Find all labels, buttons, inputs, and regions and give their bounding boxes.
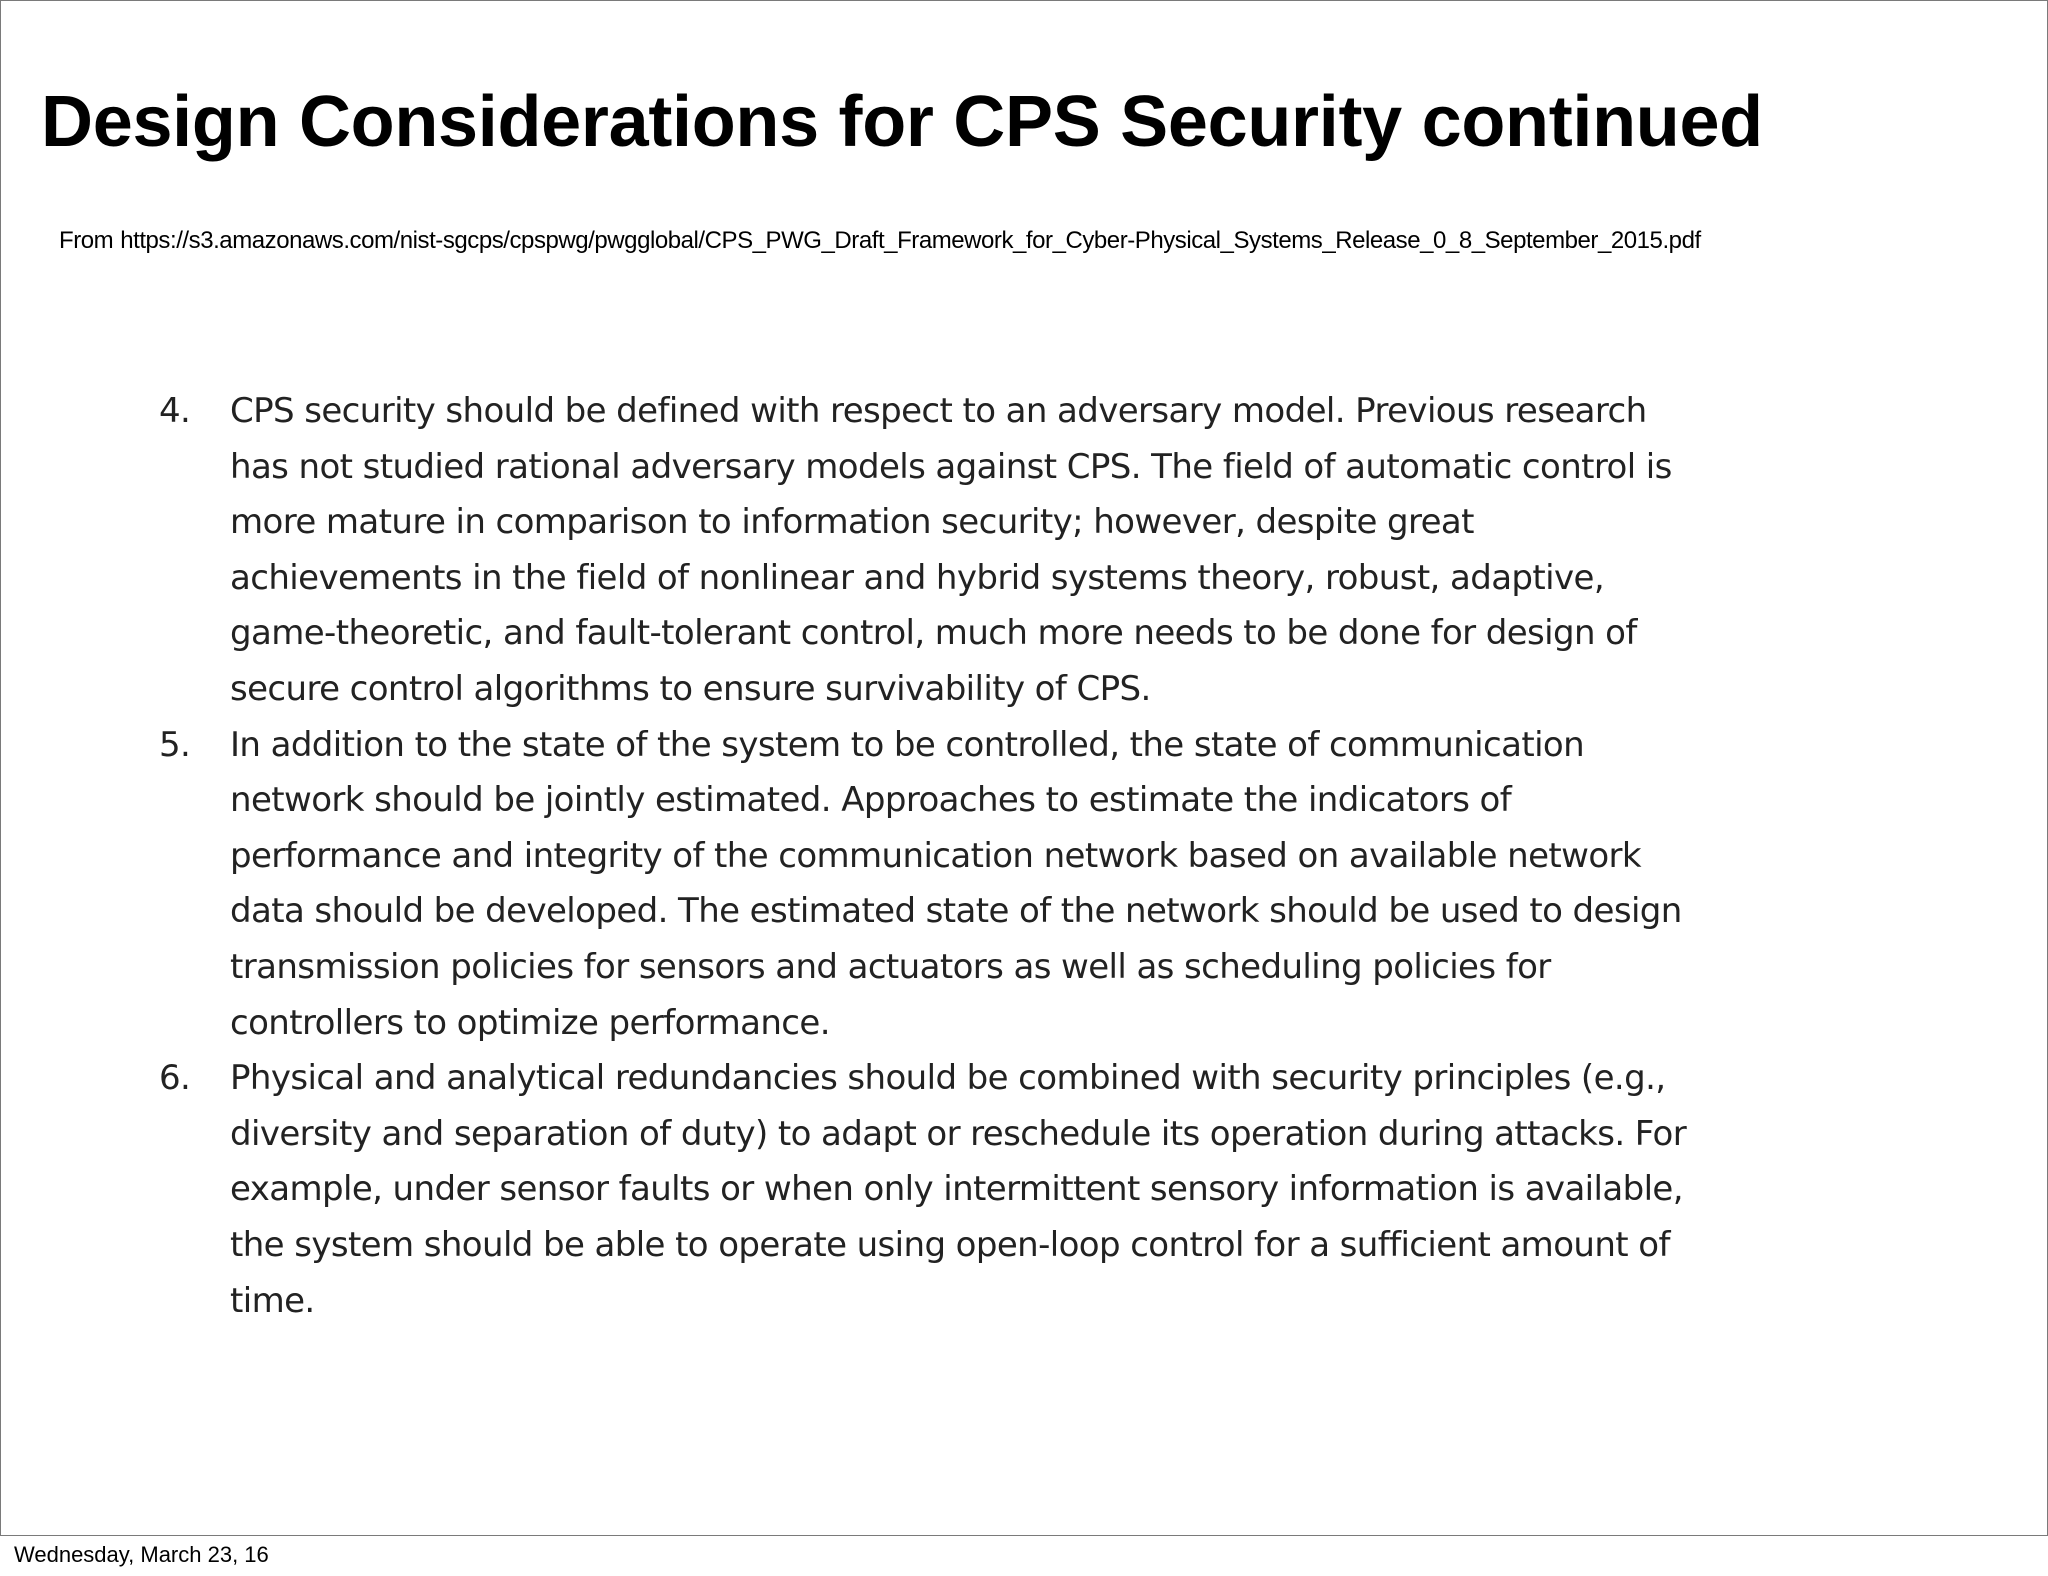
excerpt-list bbox=[159, 384, 1879, 1329]
slide-title: Design Considerations for CPS Security continued bbox=[41, 82, 1763, 162]
source-citation bbox=[59, 225, 1701, 257]
item-text-line: Physical and analytical redundancies should be combined with security principles (e.g., bbox=[230, 1058, 1666, 1099]
item-text-line: more mature in comparison to information security; however, despite great bbox=[230, 502, 1474, 543]
item-text-line: time. bbox=[230, 1280, 315, 1321]
footer-date: Wednesday, March 23, 16 bbox=[14, 1542, 269, 1567]
item-text-line: secure control algorithms to ensure survivability of CPS. bbox=[230, 668, 1151, 709]
item-text-line: game-theoretic, and fault-tolerant control, much more needs to be done for design of bbox=[230, 613, 1637, 654]
item-text-line: controllers to optimize performance. bbox=[230, 1002, 830, 1043]
item-text-line: achievements in the field of nonlinear and hybrid systems theory, robust, adaptive, bbox=[230, 557, 1605, 598]
item-text-line: diversity and separation of duty) to adapt or reschedule its operation during attacks. For bbox=[230, 1113, 1687, 1154]
item-text-line: transmission policies for sensors and actuators as well as scheduling policies for bbox=[230, 946, 1551, 987]
item-text-line: has not studied rational adversary models against CPS. The field of automatic control is bbox=[230, 446, 1672, 487]
list-item bbox=[159, 384, 1879, 718]
list-item bbox=[159, 718, 1879, 1052]
source-url: https://s3.amazonaws.com/nist-sgcps/cpspwg/pwgglobal/CPS_PWG_Draft_Framework_for_Cyber-Physical_Systems_Release_0_8_September_2015.pdf bbox=[120, 227, 1701, 254]
source-prefix: From bbox=[59, 227, 114, 254]
item-text-line: In addition to the state of the system to be controlled, the state of communication bbox=[230, 724, 1585, 765]
item-text-line: the system should be able to operate using open-loop control for a sufficient amount of bbox=[230, 1224, 1670, 1265]
item-text-line: performance and integrity of the communication network based on available network bbox=[230, 835, 1641, 876]
list-item bbox=[159, 1051, 1879, 1329]
item-number: 5. bbox=[159, 724, 191, 765]
item-text-line: data should be developed. The estimated state of the network should be used to design bbox=[230, 891, 1682, 932]
item-number: 6. bbox=[159, 1058, 191, 1099]
item-text-line: example, under sensor faults or when only intermittent sensory information is available, bbox=[230, 1169, 1683, 1210]
item-text-line: CPS security should be defined with respect to an adversary model. Previous research bbox=[230, 391, 1647, 431]
item-number: 4. bbox=[159, 391, 191, 431]
item-text-line: network should be jointly estimated. Approaches to estimate the indicators of bbox=[230, 780, 1512, 821]
